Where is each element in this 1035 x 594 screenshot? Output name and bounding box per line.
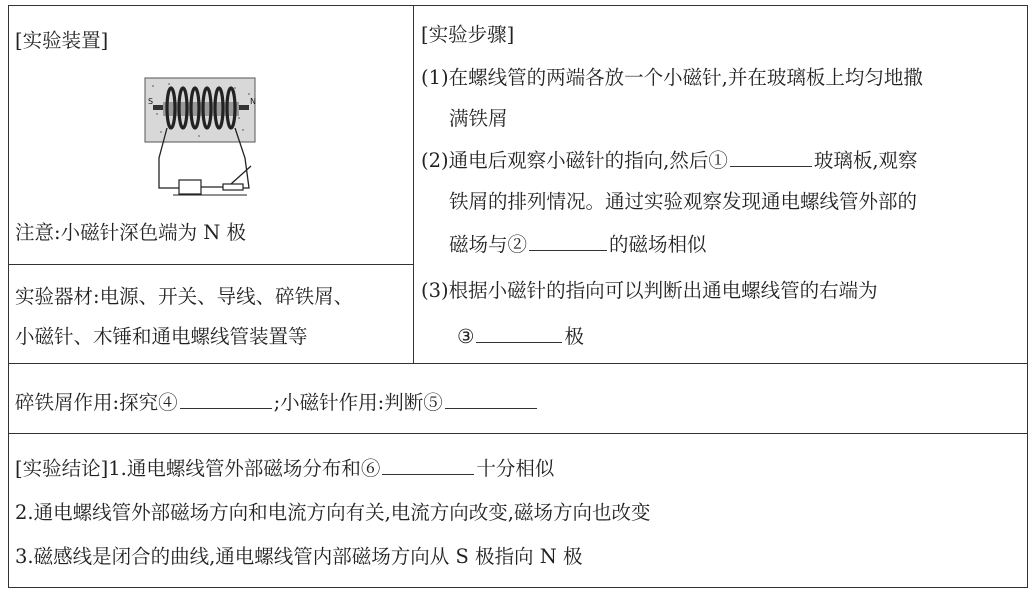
conclusion-line-1-b: 十分相似 — [476, 457, 555, 480]
step-1-line-2: 满铁屑 — [449, 107, 508, 130]
switch-base — [223, 184, 243, 190]
answer-blank-6 — [382, 454, 474, 475]
step-2-line-3-b: 的磁场相似 — [609, 233, 707, 256]
battery — [179, 180, 201, 194]
step-2-text-b: 玻璃板,观察 — [813, 149, 918, 172]
divider-vertical — [413, 6, 414, 363]
materials-line-2: 小磁针、木锤和通电螺线管装置等 — [15, 325, 308, 348]
divider-row-1 — [9, 363, 1027, 364]
step-3-line-1: (3)根据小磁针的指向可以判断出通电螺线管的右端为 — [421, 279, 878, 302]
step-2-line-3 — [449, 230, 707, 260]
solenoid-apparatus-illustration — [139, 74, 279, 202]
roles-line — [15, 388, 539, 418]
setup-note: 注意:小磁针深色端为 N 极 — [15, 221, 247, 244]
experiment-table — [8, 5, 1028, 588]
conclusion-line-1-a: [实验结论]1.通电螺线管外部磁场分布和⑥ — [15, 457, 381, 480]
step-2-text-a: (2)通电后观察小磁针的指向,然后① — [421, 149, 728, 172]
roles-text-b: ;小磁针作用:判断⑤ — [273, 391, 443, 414]
step-3-line-2-b: 极 — [564, 325, 584, 348]
pole-label-n: N — [250, 97, 256, 106]
step-2-line-1 — [421, 146, 918, 176]
answer-blank-4 — [180, 388, 272, 409]
compass-needle-left — [153, 105, 163, 110]
answer-blank-3 — [476, 322, 562, 343]
compass-needle-right — [239, 105, 249, 110]
conclusion-line-1 — [15, 454, 554, 484]
materials-line-1: 实验器材:电源、开关、导线、碎铁屑、 — [15, 285, 354, 308]
roles-text-a: 碎铁屑作用:探究④ — [15, 391, 178, 414]
setup-heading: [实验装置] — [15, 29, 109, 52]
conclusion-line-3: 3.磁感线是闭合的曲线,通电螺线管内部磁场方向从 S 极指向 N 极 — [15, 545, 583, 568]
pole-label-s: S — [148, 97, 154, 106]
step-2-line-2: 铁屑的排列情况。通过实验观察发现通电螺线管外部的 — [449, 190, 918, 213]
answer-blank-2 — [529, 230, 607, 251]
divider-row-2 — [9, 433, 1027, 434]
step-2-line-3-a: 磁场与② — [449, 233, 528, 256]
steps-heading: [实验步骤] — [421, 23, 515, 46]
answer-blank-5 — [445, 388, 537, 409]
step-3-line-2-a: ③ — [457, 325, 475, 348]
step-1-line-1: (1)在螺线管的两端各放一个小磁针,并在玻璃板上均匀地撒 — [421, 66, 923, 89]
divider-setup-materials — [9, 264, 414, 265]
conclusion-line-2: 2.通电螺线管外部磁场方向和电流方向有关,电流方向改变,磁场方向也改变 — [15, 501, 651, 524]
answer-blank-1 — [730, 146, 812, 167]
step-3-line-2 — [457, 322, 584, 352]
